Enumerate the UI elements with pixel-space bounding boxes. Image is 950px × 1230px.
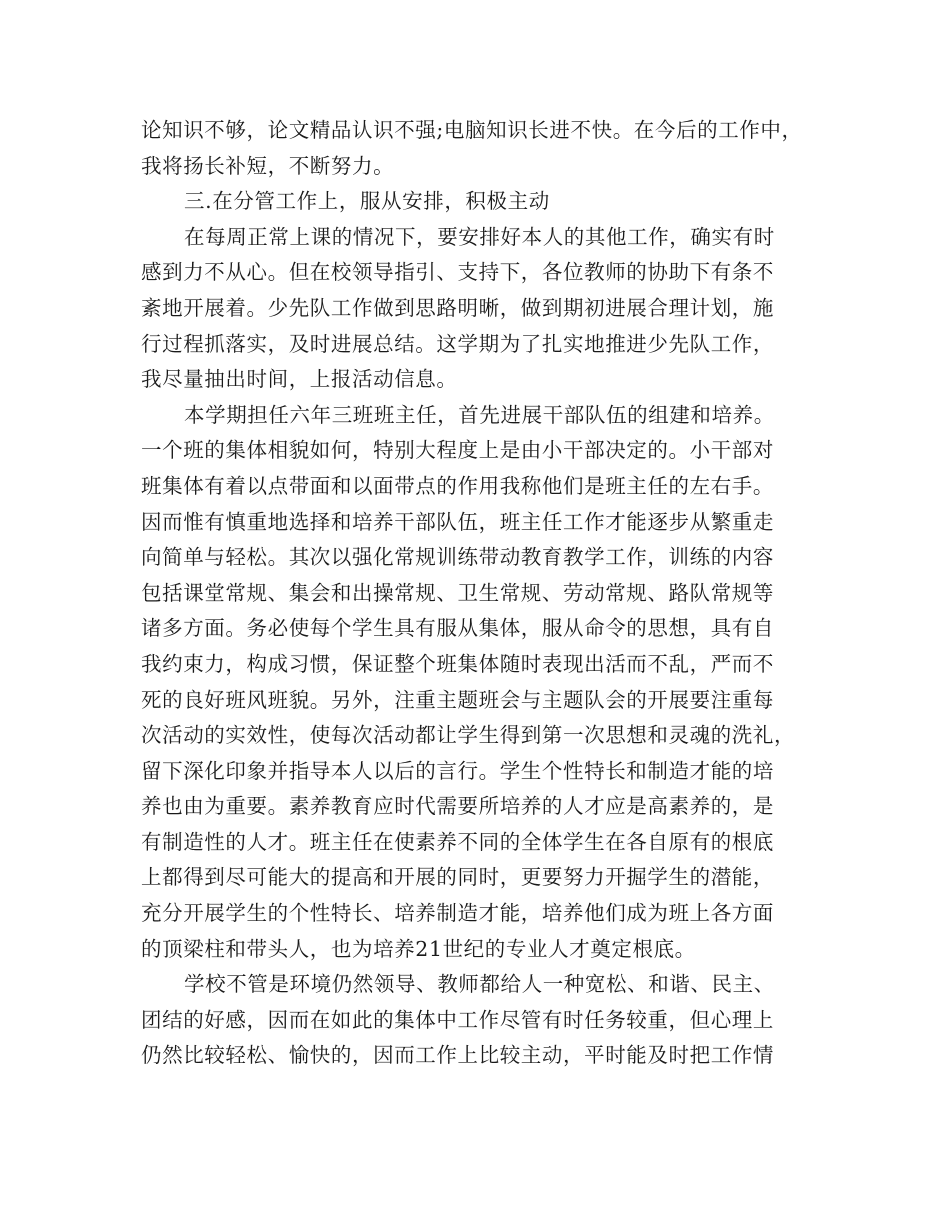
text-line: 上都得到尽可能大的提高和开展的同时，更要努力开掘学生的潜能， <box>141 865 774 890</box>
text-line: 养也由为重要。素养教育应时代需要所培养的人才应是高素养的，是 <box>141 794 774 819</box>
text-line: 感到力不从心。但在校领导指引、支持下，各位教师的协助下有条不 <box>141 260 774 285</box>
document-body <box>141 113 841 1074</box>
text-line: 一个班的集体相貌如何，特别大程度上是由小干部决定的。小干部对 <box>141 438 774 463</box>
text-line: 在每周正常上课的情况下，要安排好本人的其他工作，确实有时 <box>184 224 775 249</box>
text-line: 行过程抓落实，及时进展总结。这学期为了扎实地推进少先队工作， <box>141 331 774 356</box>
text-line: 我约束力，构成习惯，保证整个班集体随时表现出活而不乱，严而不 <box>141 651 774 676</box>
text-line: 三.在分管工作上，服从安排，积极主动 <box>184 189 550 214</box>
text-line: 包括课堂常规、集会和出操常规、卫生常规、劳动常规、路队常规等 <box>141 580 774 605</box>
text-line: 次活动的实效性，使每次活动都让学生得到第一次思想和灵魂的洗礼， <box>141 723 796 748</box>
text-line: 留下深化印象并指导本人以后的言行。学生个性特长和制造才能的培 <box>141 758 774 783</box>
text-line: 班集体有着以点带面和以面带点的作用我称他们是班主任的左右手。 <box>141 473 774 498</box>
text-line: 的顶梁柱和带头人，也为培养21世纪的专业人才奠定根底。 <box>141 936 696 961</box>
text-line: 团结的好感，因而在如此的集体中工作尽管有时任务较重，但心理上 <box>141 1007 774 1032</box>
text-line: 本学期担任六年三班班主任，首先进展干部队伍的组建和培养。 <box>184 402 775 427</box>
text-line: 仍然比较轻松、愉快的，因而工作上比较主动，平时能及时把工作情 <box>141 1043 774 1068</box>
text-line: 论知识不够，论文精品认识不强;电脑知识长进不快。在今后的工作中， <box>141 118 803 142</box>
text-line: 学校不管是环境仍然领导、教师都给人一种宽松、和谐、民主、 <box>184 972 775 997</box>
text-line: 有制造性的人才。班主任在使素养不同的全体学生在各自原有的根底 <box>141 829 774 854</box>
text-line: 我将扬长补短，不断努力。 <box>141 153 395 178</box>
text-line: 充分开展学生的个性特长、培养制造才能，培养他们成为班上各方面 <box>141 901 774 926</box>
text-line: 死的良好班风班貌。另外，注重主题班会与主题队会的开展要注重每 <box>141 687 774 712</box>
text-line: 诸多方面。务必使每个学生具有服从集体，服从命令的思想，具有自 <box>141 616 774 641</box>
text-line: 向简单与轻松。其次以强化常规训练带动教育教学工作，训练的内容 <box>141 545 774 570</box>
text-line: 因而惟有慎重地选择和培养干部队伍，班主任工作才能逐步从繁重走 <box>141 509 774 534</box>
text-line: 我尽量抽出时间，上报活动信息。 <box>141 367 458 392</box>
text-line: 紊地开展着。少先队工作做到思路明晰，做到期初进展合理计划，施 <box>141 295 774 320</box>
